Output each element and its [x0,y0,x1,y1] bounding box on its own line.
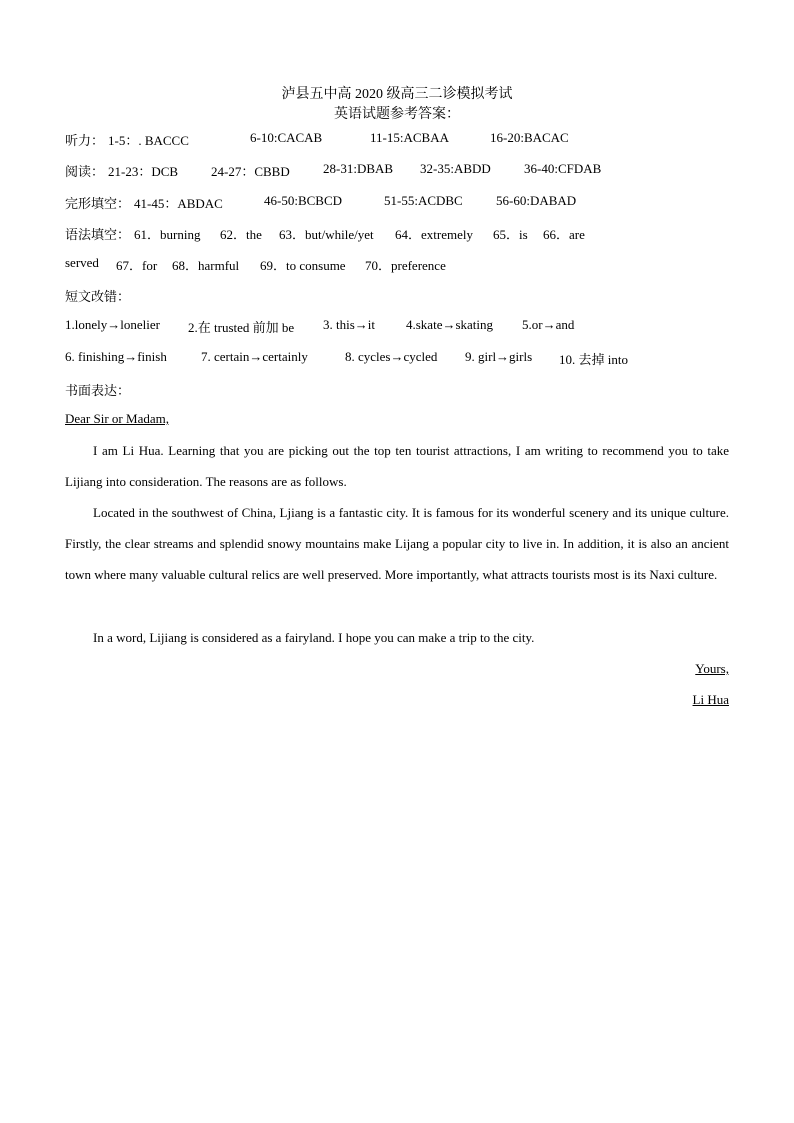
correction-item-6: 6. finishing→finish [65,349,167,364]
correction-item-1: 1.lonely→lonelier [65,317,160,332]
correction-item-10: 10. 去掉 into [559,352,628,367]
grammar-answer-69: 69．to consume [260,258,346,273]
cloze-answer-2: 46-50:BCBCD [264,193,343,208]
listening-answer-1: 1-5：. BACCC [108,133,189,148]
letter-signature: Li Hua [692,692,729,707]
grammar-answer-66: 66．are [543,227,585,242]
grammar-answer-68: 68．harmful [172,258,240,273]
grammar-label: 语法填空： [65,227,131,242]
correction-item-9: 9. girl→girls [465,349,533,364]
cloze-answer-4: 56-60:DABAD [496,193,577,208]
grammar-answer-64: 64．extremely [395,227,473,242]
correction-item-3: 3. this→it [323,317,376,332]
reading-answer-2: 24-27：CBBD [211,164,290,179]
letter-salutation: Dear Sir or Madam, [65,411,169,426]
correction-item-7: 7. certain→certainly [201,349,308,364]
listening-answer-2: 6-10:CACAB [250,130,323,145]
cloze-answer-1: 41-45：ABDAC [134,196,223,211]
cloze-answer-3: 51-55:ACDBC [384,193,463,208]
reading-label: 阅读： [65,164,105,179]
listening-row [65,130,104,149]
listening-label: 听力： [65,133,105,148]
reading-answer-4: 32-35:ABDD [420,161,491,176]
correction-item-4: 4.skate→skating [406,317,494,332]
reading-answer-1: 21-23：DCB [108,164,179,179]
correction-item-8: 8. cycles→cycled [345,349,438,364]
reading-answer-3: 28-31:DBAB [323,161,394,176]
grammar-answer-65: 65．is [493,227,528,242]
exam-title: 泸县五中高 2020 级高三二诊模拟考试 [281,87,513,102]
letter-closing: Yours, [695,661,729,676]
answer-key-heading: 英语试题参考答案： [334,107,460,122]
grammar-answer-67: 67．for [116,258,158,273]
listening-answer-3: 11-15:ACBAA [370,130,449,145]
grammar-answer-61: 61．burning [134,227,201,242]
grammar-answer-63: 63．but/while/yet [279,227,374,242]
grammar-answer-62: 62．the [220,227,262,242]
letter-paragraph-3: In a word, Lijiang is considered as a fairyland. I hope you can make a trip to the city. [93,630,535,645]
listening-answer-4: 16-20:BACAC [490,130,569,145]
cloze-label: 完形填空： [65,196,131,211]
grammar-answer-70: 70．preference [365,258,446,273]
correction-item-2: 2.在 trusted 前加 be [188,320,295,335]
writing-label: 书面表达： [65,383,131,398]
letter-paragraph-1: I am Li Hua. Learning that you are picking out the top ten tourist attractions, I am writing to recommend you to take Lijiang into consideration. The reasons are as follows. [65,443,729,490]
grammar-answer-66-cont: served [65,255,99,270]
letter-paragraph-2: Located in the southwest of China, Ljiang is a fantastic city. It is famous for its wonderful scenery and its unique culture. Firstly, the clear streams and splendid snowy mountains make Lijang a popular city to live in. In addition, it is also an ancient town where many valuable cultural relics are well preserved. More importantly, what attracts tourists most is its Naxi culture. [65,505,729,583]
reading-answer-5: 36-40:CFDAB [524,161,602,176]
correction-item-5: 5.or→and [522,317,575,332]
correction-label: 短文改错： [65,289,131,304]
